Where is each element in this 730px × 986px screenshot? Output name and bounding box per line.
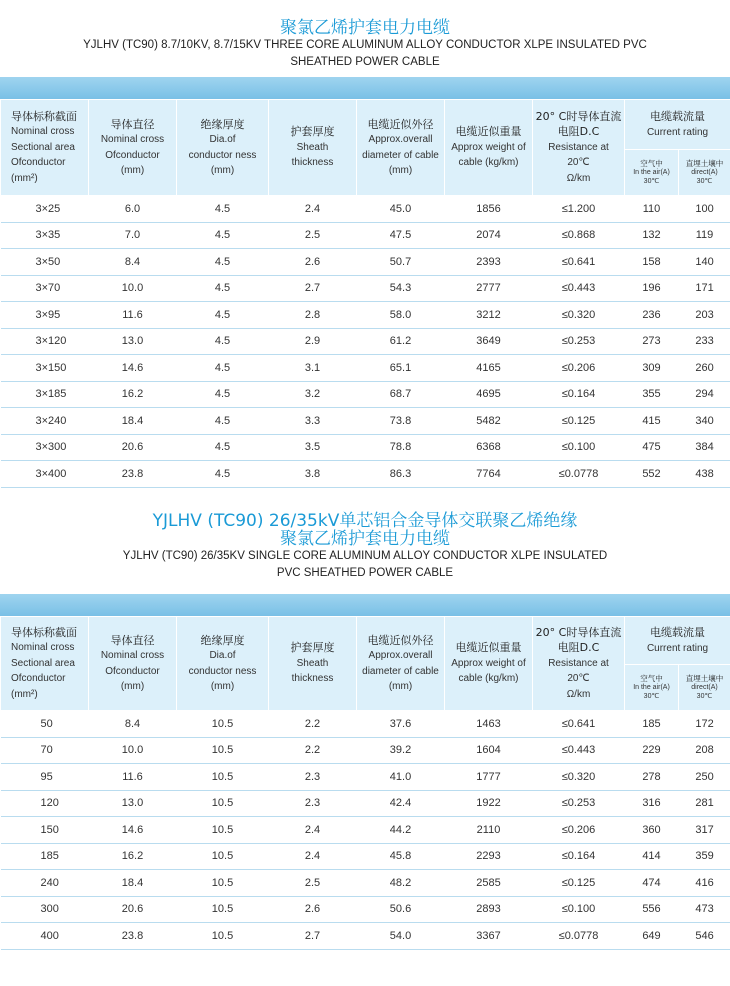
table-cell: 95 [1,764,89,791]
table2-header-bar [0,594,730,616]
table-cell: 1856 [445,196,533,223]
table-cell: 3×35 [1,222,89,249]
table-cell: 2.7 [269,275,357,302]
table-row [1,408,730,435]
table-cell: 158 [625,249,679,276]
table-cell: 70 [1,737,89,764]
col-header-soil: 直埋土壤中 direct(A) 30℃ [679,150,730,196]
table-cell: 2.4 [269,196,357,223]
table-row [1,843,730,870]
table-cell: 317 [679,817,730,844]
table-cell: 203 [679,302,730,329]
table-cell: 1777 [445,764,533,791]
table-cell: 2.2 [269,737,357,764]
table-cell: 10.0 [89,737,177,764]
table-cell: ≤0.868 [533,222,625,249]
table-cell: 132 [625,222,679,249]
col-header-outer-diameter: 电缆近似外径 Approx.overall diameter of cable (mm) [357,617,445,711]
table-cell: 3×150 [1,355,89,382]
table-cell: 260 [679,355,730,382]
table-cell: 7.0 [89,222,177,249]
table-cell: 48.2 [357,870,445,897]
table-cell: 300 [1,896,89,923]
table-cell: ≤0.320 [533,302,625,329]
table-cell: 2074 [445,222,533,249]
table-cell: 4.5 [177,408,269,435]
table-cell: 50 [1,711,89,738]
table-cell: 2.4 [269,817,357,844]
col-header-air: 空气中 In the air(A) 30℃ [625,150,679,196]
col-header-air: 空气中 In the air(A) 30℃ [625,665,679,711]
table-row [1,196,730,223]
table-cell: 10.5 [177,711,269,738]
table-cell: 649 [625,923,679,950]
table-cell: 294 [679,381,730,408]
table-cell: 2.7 [269,923,357,950]
table-cell: 4.5 [177,222,269,249]
table-cell: 2293 [445,843,533,870]
table-cell: ≤0.641 [533,711,625,738]
table-row [1,328,730,355]
table-cell: 171 [679,275,730,302]
table-cell: 10.5 [177,843,269,870]
table-row [1,249,730,276]
table-cell: 86.3 [357,461,445,488]
table-cell: 37.6 [357,711,445,738]
table-row [1,461,730,488]
table-cell: 110 [625,196,679,223]
table-cell: ≤0.0778 [533,923,625,950]
table-cell: ≤0.206 [533,817,625,844]
table-cell: 2.9 [269,328,357,355]
table-cell: 119 [679,222,730,249]
table-cell: 2.5 [269,222,357,249]
table-cell: ≤0.125 [533,870,625,897]
table-cell: 3.3 [269,408,357,435]
table-cell: 2893 [445,896,533,923]
table-cell: 10.5 [177,817,269,844]
table2-title-cn-line1: YJLHV (TC90) 26/35kV单芯铝合金导体交联聚乙烯绝缘 [152,511,578,531]
table-cell: ≤0.100 [533,896,625,923]
table-cell: 150 [1,817,89,844]
table-row [1,434,730,461]
col-header-outer-diameter: 电缆近似外径 Approx.overall diameter of cable (mm) [357,100,445,196]
table-cell: 61.2 [357,328,445,355]
table-cell: 10.5 [177,870,269,897]
table-row [1,923,730,950]
table-cell: ≤0.320 [533,764,625,791]
table-cell: 14.6 [89,355,177,382]
table-cell: 281 [679,790,730,817]
table-cell: 3×240 [1,408,89,435]
table-cell: 278 [625,764,679,791]
table-cell: 473 [679,896,730,923]
table-cell: 16.2 [89,381,177,408]
table-cell: 45.0 [357,196,445,223]
table-cell: 13.0 [89,328,177,355]
table-cell: 7764 [445,461,533,488]
table-cell: 18.4 [89,408,177,435]
table-cell: 556 [625,896,679,923]
col-header-insulation: 绝缘厚度 Dia.of conductor ness (mm) [177,617,269,711]
table-cell: 50.6 [357,896,445,923]
table-cell: 45.8 [357,843,445,870]
table-cell: ≤0.100 [533,434,625,461]
table-cell: 3×185 [1,381,89,408]
col-header-resistance: 20° C时导体直流 电阻D.C Resistance at 20℃ Ω/km [533,100,625,196]
table-cell: 10.5 [177,923,269,950]
table-cell: 10.5 [177,790,269,817]
table-cell: 16.2 [89,843,177,870]
table-row [1,870,730,897]
table-cell: 340 [679,408,730,435]
table1-title-cn: 聚氯乙烯护套电力电缆 [280,18,450,38]
table-cell: 4.5 [177,381,269,408]
table-cell: 6368 [445,434,533,461]
table-cell: 4.5 [177,461,269,488]
table-cell: 2110 [445,817,533,844]
table-cell: 546 [679,923,730,950]
table-cell: 4.5 [177,275,269,302]
table1 [0,99,730,488]
table-cell: 47.5 [357,222,445,249]
table-cell: 4.5 [177,434,269,461]
table-cell: 23.8 [89,461,177,488]
table-cell: ≤0.443 [533,737,625,764]
table-cell: 65.1 [357,355,445,382]
table-cell: 4165 [445,355,533,382]
table2-title-en-line1: YJLHV (TC90) 26/35KV SINGLE CORE ALUMINUM ALLOY CONDUCTOR XLPE INSULATED [122,550,608,562]
table-cell: 250 [679,764,730,791]
table-row [1,711,730,738]
table-cell: 233 [679,328,730,355]
table-cell: 6.0 [89,196,177,223]
col-header-sheath: 护套厚度 Sheath thickness [269,617,357,711]
table-cell: 474 [625,870,679,897]
table-cell: 384 [679,434,730,461]
table-cell: 2.3 [269,790,357,817]
table-cell: 54.3 [357,275,445,302]
table-cell: 4695 [445,381,533,408]
table-row [1,355,730,382]
table-cell: 552 [625,461,679,488]
col-header-sheath: 护套厚度 Sheath thickness [269,100,357,196]
table-cell: 3×120 [1,328,89,355]
table-cell: 14.6 [89,817,177,844]
table-cell: 3212 [445,302,533,329]
table-cell: 41.0 [357,764,445,791]
table-cell: 316 [625,790,679,817]
table-cell: 3.2 [269,381,357,408]
table2 [0,616,730,950]
table-cell: 10.5 [177,896,269,923]
table-cell: 400 [1,923,89,950]
table-cell: 2.6 [269,896,357,923]
table-cell: 2393 [445,249,533,276]
table-cell: 438 [679,461,730,488]
table-cell: 10.0 [89,275,177,302]
table-cell: 18.4 [89,870,177,897]
table-cell: 2.6 [269,249,357,276]
table-cell: 3.1 [269,355,357,382]
table2-title-cn-line2: 聚氯乙烯护套电力电缆 [280,529,450,549]
table-cell: 172 [679,711,730,738]
table-cell: 3×25 [1,196,89,223]
table-cell: 4.5 [177,355,269,382]
table-cell: ≤0.253 [533,790,625,817]
table-cell: 4.5 [177,249,269,276]
table-cell: 58.0 [357,302,445,329]
table-cell: 416 [679,870,730,897]
table-cell: 10.5 [177,764,269,791]
table-cell: ≤0.253 [533,328,625,355]
table-row [1,737,730,764]
table-cell: 54.0 [357,923,445,950]
table-cell: 42.4 [357,790,445,817]
table-cell: ≤0.125 [533,408,625,435]
table-cell: 11.6 [89,302,177,329]
table-cell: 229 [625,737,679,764]
table-cell: 414 [625,843,679,870]
table-cell: 2.4 [269,843,357,870]
table-row [1,381,730,408]
table-cell: 355 [625,381,679,408]
table-cell: 2.2 [269,711,357,738]
table-cell: 415 [625,408,679,435]
table-cell: 10.5 [177,737,269,764]
table-cell: ≤0.164 [533,381,625,408]
table-cell: 4.5 [177,328,269,355]
table-cell: 3×95 [1,302,89,329]
col-header-area: 导体标称截面 Nominal cross Sectional area Ofconductor (mm²) [1,617,89,711]
table-cell: 185 [1,843,89,870]
table-cell: 3×70 [1,275,89,302]
table-cell: 44.2 [357,817,445,844]
table-cell: 39.2 [357,737,445,764]
col-header-area: 导体标称截面 Nominal cross Sectional area Ofconductor (mm²) [1,100,89,196]
table-cell: 3649 [445,328,533,355]
table-cell: ≤0.443 [533,275,625,302]
table-cell: ≤0.164 [533,843,625,870]
table-cell: 4.5 [177,196,269,223]
table-cell: 4.5 [177,302,269,329]
table-row [1,817,730,844]
table-cell: 1922 [445,790,533,817]
table-cell: 309 [625,355,679,382]
table-cell: 13.0 [89,790,177,817]
table-cell: 50.7 [357,249,445,276]
table-row [1,222,730,249]
table1-header-bar [0,77,730,99]
col-header-current-rating: 电缆载流量 Current rating [625,100,730,150]
table-cell: 1463 [445,711,533,738]
table-cell: 8.4 [89,249,177,276]
table-cell: 273 [625,328,679,355]
col-header-insulation: 绝缘厚度 Dia.of conductor ness (mm) [177,100,269,196]
col-header-soil: 直埋土壤中 direct(A) 30℃ [679,665,730,711]
table-cell: 2.8 [269,302,357,329]
col-header-weight: 电缆近似重量 Approx weight of cable (kg/km) [445,100,533,196]
table-cell: 100 [679,196,730,223]
table-cell: ≤0.0778 [533,461,625,488]
table-cell: 120 [1,790,89,817]
table-cell: 3.8 [269,461,357,488]
table-row [1,790,730,817]
table-cell: 359 [679,843,730,870]
col-header-resistance: 20° C时导体直流 电阻D.C Resistance at 20℃ Ω/km [533,617,625,711]
col-header-diameter: 导体直径 Nominal cross Ofconductor (mm) [89,100,177,196]
table-cell: 2.5 [269,870,357,897]
table-cell: ≤0.206 [533,355,625,382]
table-cell: 208 [679,737,730,764]
table-cell: 240 [1,870,89,897]
col-header-diameter: 导体直径 Nominal cross Ofconductor (mm) [89,617,177,711]
table-cell: 196 [625,275,679,302]
table-cell: 475 [625,434,679,461]
table-cell: 78.8 [357,434,445,461]
table-cell: 3×400 [1,461,89,488]
table-cell: 68.7 [357,381,445,408]
table1-title-en-line2: SHEATHED POWER CABLE [290,56,440,68]
table-cell: 8.4 [89,711,177,738]
table-cell: 236 [625,302,679,329]
table-cell: 3367 [445,923,533,950]
table-row [1,275,730,302]
table-cell: 2585 [445,870,533,897]
table-row [1,896,730,923]
table-cell: 140 [679,249,730,276]
table-cell: ≤0.641 [533,249,625,276]
table-cell: 23.8 [89,923,177,950]
table-cell: 5482 [445,408,533,435]
table-cell: 2.3 [269,764,357,791]
table-cell: 20.6 [89,896,177,923]
table2-title-en-line2: PVC SHEATHED POWER CABLE [276,567,454,579]
col-header-weight: 电缆近似重量 Approx weight of cable (kg/km) [445,617,533,711]
table-cell: 3.5 [269,434,357,461]
table-cell: 3×50 [1,249,89,276]
table-cell: 20.6 [89,434,177,461]
table-cell: 3×300 [1,434,89,461]
table-cell: 360 [625,817,679,844]
table-cell: 1604 [445,737,533,764]
table-row [1,302,730,329]
col-header-current-rating: 电缆载流量 Current rating [625,617,730,665]
table-cell: 185 [625,711,679,738]
table-cell: 2777 [445,275,533,302]
table-cell: 11.6 [89,764,177,791]
table-cell: 73.8 [357,408,445,435]
table1-title-en-line1: YJLHV (TC90) 8.7/10KV, 8.7/15KV THREE CORE ALUMINUM ALLOY CONDUCTOR XLPE INSULATED PVC [83,39,647,51]
table-cell: ≤1.200 [533,196,625,223]
table-row [1,764,730,791]
